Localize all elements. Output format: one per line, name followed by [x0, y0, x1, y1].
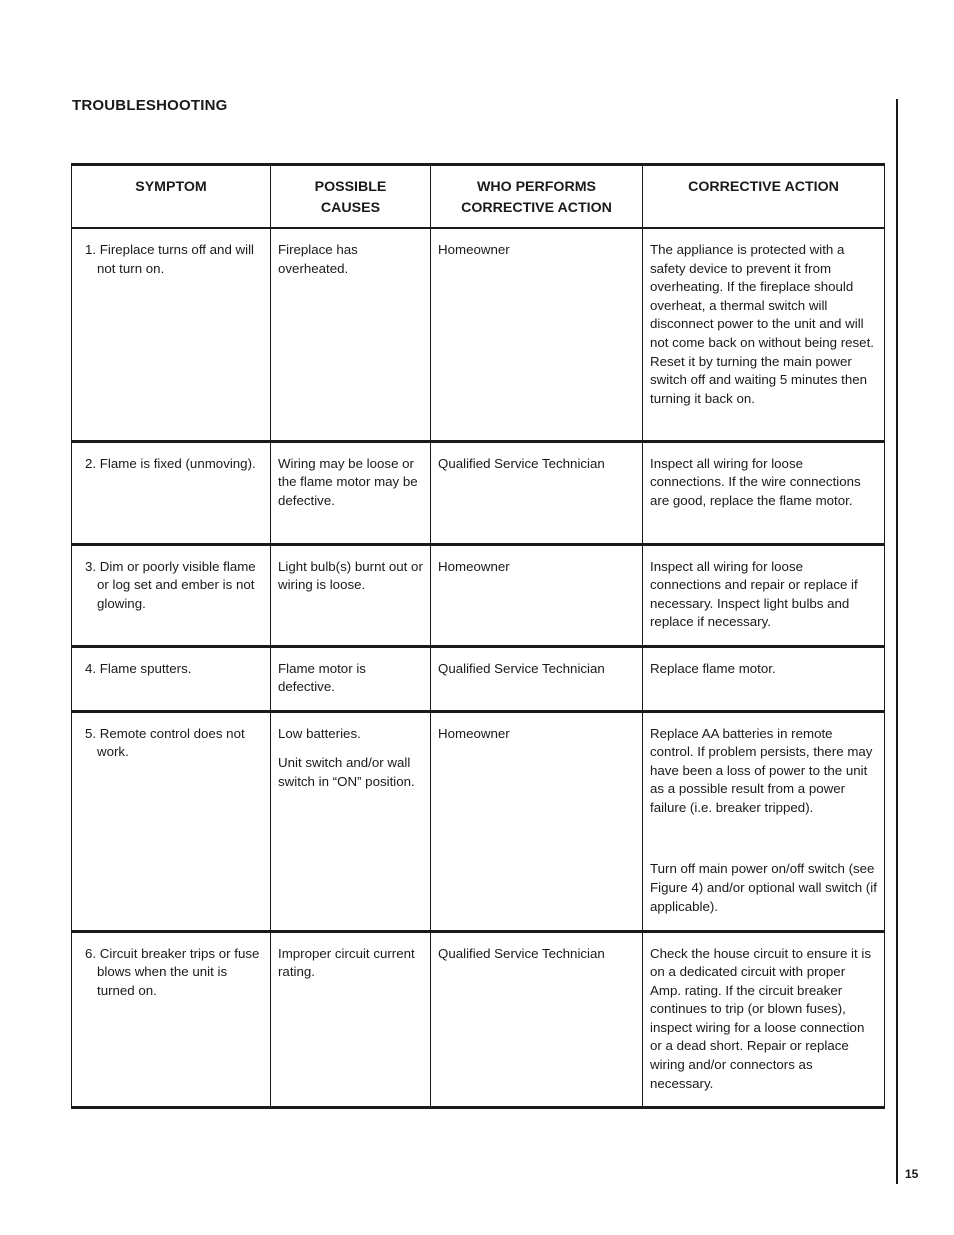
action-cell: Inspect all wiring for loose connections and repair or replace if necessary. Inspect light bulbs and replace if necessary. — [643, 544, 885, 646]
symptom-text: 3. Dim or poorly visible flame or log set and ember is not glowing. — [85, 558, 256, 611]
causes-text-secondary: Unit switch and/or wall switch in “ON” position. — [278, 755, 415, 789]
who-cell: Homeowner — [431, 544, 643, 646]
symptom-text: 6. Circuit breaker trips or fuse blows when the unit is turned on. — [85, 945, 260, 998]
header-corrective-action: CORRECTIVE ACTION — [643, 165, 885, 229]
table-row — [72, 228, 885, 441]
symptom-cell — [72, 441, 271, 544]
page-title: TROUBLESHOOTING — [72, 97, 228, 114]
who-cell: Qualified Service Technician — [431, 441, 643, 544]
causes-cell: Improper circuit current rating. — [271, 931, 431, 1107]
causes-cell — [271, 711, 431, 931]
action-cell: Inspect all wiring for loose connections. If the wire connections are good, replace the flame motor. — [643, 441, 885, 544]
margin-rule — [896, 99, 898, 1184]
header-possible-causes: POSSIBLE CAUSES — [271, 165, 431, 229]
table-header-row — [72, 165, 885, 229]
action-text-secondary: Turn off main power on/off switch (see Figure 4) and/or optional wall switch (if applicable). — [650, 861, 877, 914]
table-row — [72, 931, 885, 1107]
header-who-performs: WHO PERFORMS CORRECTIVE ACTION — [431, 165, 643, 229]
action-cell: The appliance is protected with a safety device to prevent it from overheating. If the fireplace should overheat, a thermal switch will disconnect power to the unit and will not come back on without being reset. Reset it by turning the main power switch off and waiting 5 minutes then turning it back on. — [643, 228, 885, 441]
symptom-text: 5. Remote control does not work. — [85, 725, 245, 760]
symptom-text: 1. Fireplace turns off and will not turn on. — [85, 242, 255, 276]
causes-cell: Wiring may be loose or the flame motor may be defective. — [271, 441, 431, 544]
causes-cell: Flame motor is defective. — [271, 646, 431, 711]
symptom-cell — [72, 711, 271, 931]
causes-text: Low batteries. — [278, 725, 361, 741]
table-row — [72, 711, 885, 931]
table-row — [72, 544, 885, 646]
symptom-text: 4. Flame sputters. — [85, 660, 192, 676]
page-number: 15 — [905, 1167, 919, 1181]
symptom-cell — [72, 228, 271, 441]
who-cell: Homeowner — [431, 711, 643, 931]
who-cell: Homeowner — [431, 228, 643, 441]
symptom-cell — [72, 646, 271, 711]
action-text: Replace AA batteries in remote control. If problem persists, there may have been a loss of power to the unit as a possible result from a power failure (i.e. breaker tripped). — [650, 725, 873, 815]
troubleshooting-table — [71, 163, 885, 1109]
header-symptom: SYMPTOM — [72, 165, 271, 229]
symptom-cell — [72, 544, 271, 646]
action-cell: Check the house circuit to ensure it is on a dedicated circuit with proper Amp. rating. If the circuit breaker continues to trip (or blown fuses), inspect wiring for a loose connection or a dead short. Repair or replace wiring and/or connectors as necessary. — [643, 931, 885, 1107]
table-row — [72, 441, 885, 544]
causes-cell: Light bulb(s) burnt out or wiring is loose. — [271, 544, 431, 646]
causes-cell: Fireplace has overheated. — [271, 228, 431, 441]
table-row — [72, 646, 885, 711]
who-cell: Qualified Service Technician — [431, 931, 643, 1107]
action-cell: Replace flame motor. — [643, 646, 885, 711]
symptom-cell — [72, 931, 271, 1107]
who-cell: Qualified Service Technician — [431, 646, 643, 711]
symptom-text: 2. Flame is fixed (unmoving). — [85, 455, 256, 471]
action-cell — [643, 711, 885, 931]
